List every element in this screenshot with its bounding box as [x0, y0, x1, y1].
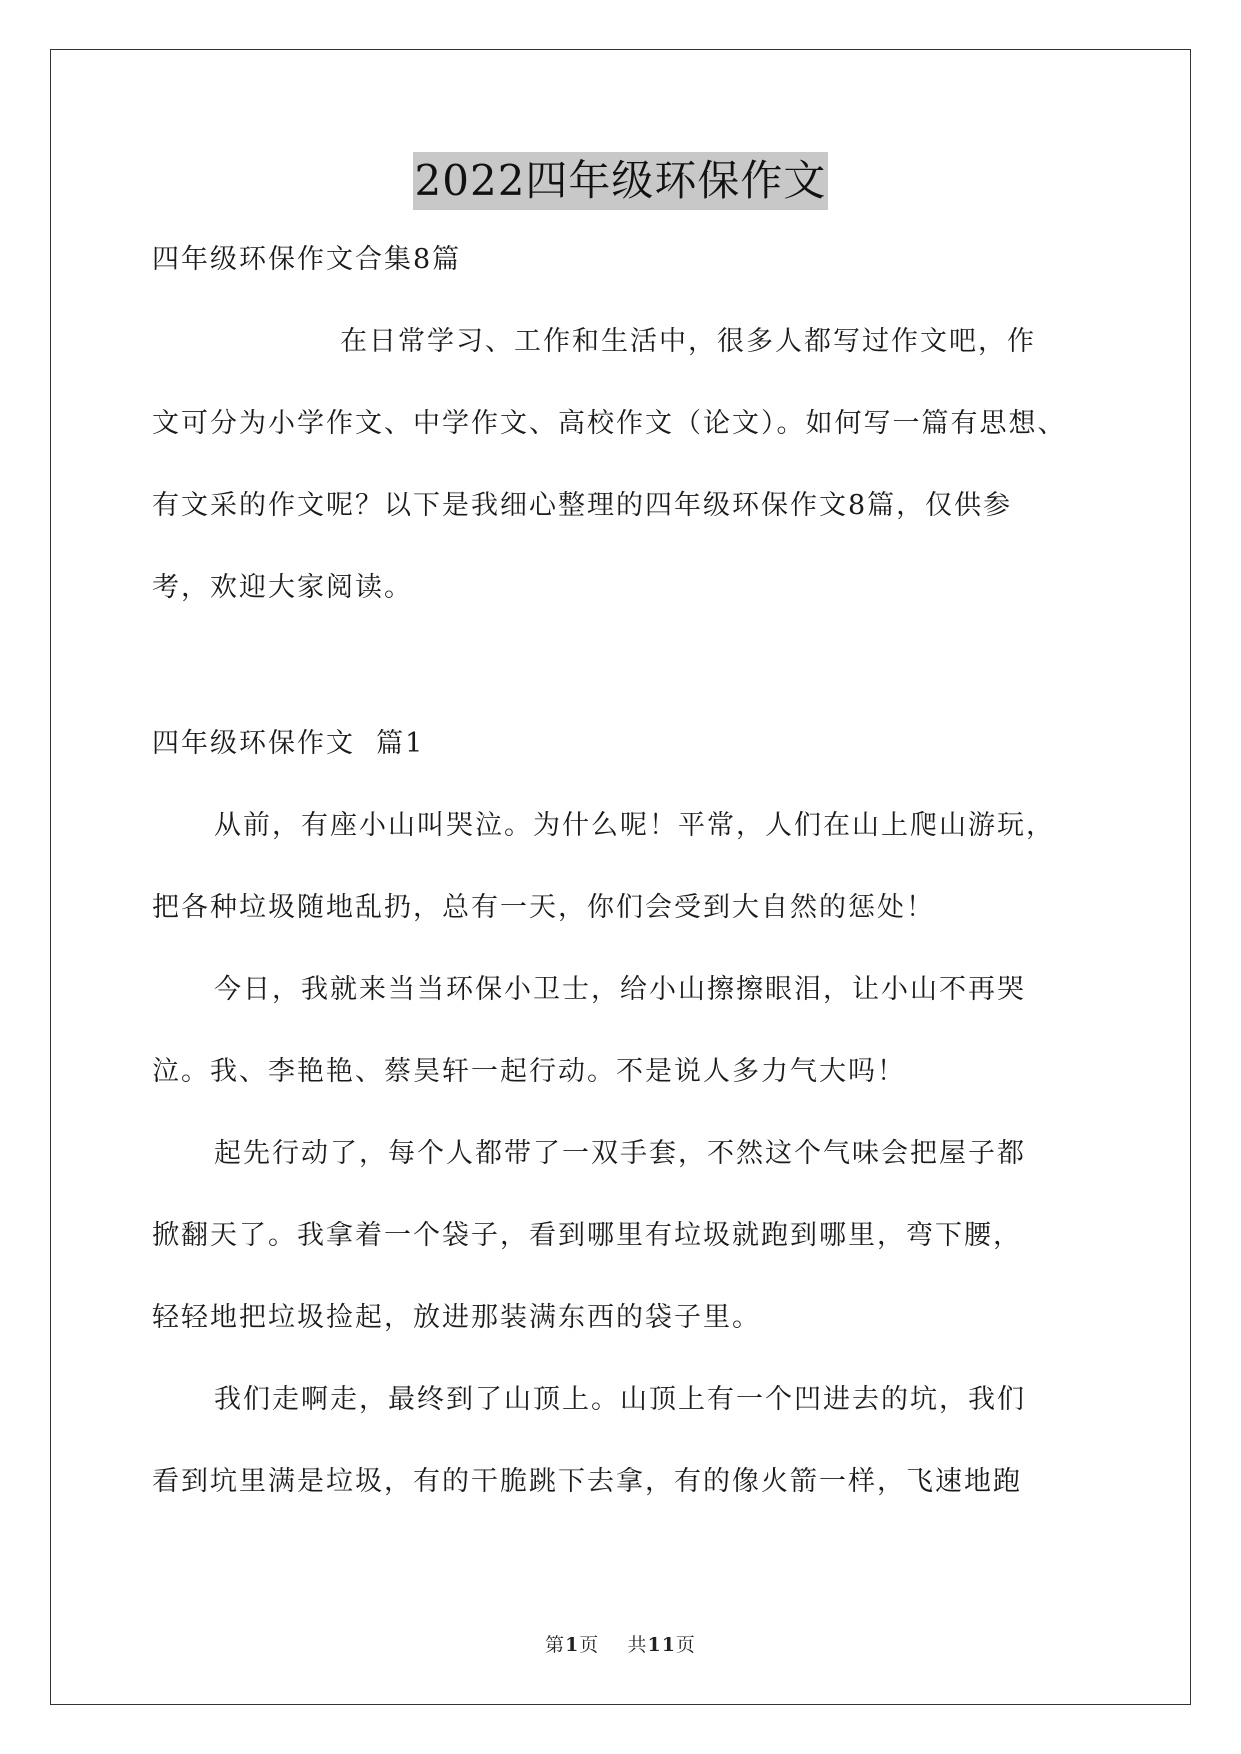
section-spacer [152, 648, 1092, 722]
paragraph-line: 从前，有座小山叫哭泣。为什么呢！平常，人们在山上爬山游玩， [214, 810, 1055, 841]
document-title: 2022四年级环保作文 [413, 152, 829, 210]
footer-page-current: 1 [565, 1634, 580, 1656]
footer-page-mid: 页 共 [579, 1634, 648, 1656]
paragraph-line: 今日，我就来当当环保小卫士，给小山擦擦眼泪，让小山不再哭 [214, 974, 1026, 1005]
title-wrapper [0, 152, 1241, 210]
page-footer [0, 1630, 1241, 1657]
document-body [152, 238, 1092, 1542]
paragraph-line: 起先行动了，每个人都带了一双手套，不然这个气味会把屋子都 [214, 1138, 1026, 1169]
intro-line: 文可分为小学作文、中学作文、高校作文（论文）。如何写一篇有思想、 [152, 408, 1067, 439]
footer-page-suffix: 页 [675, 1634, 696, 1656]
paragraph-line: 把各种垃圾随地乱扔，总有一天，你们会受到大自然的惩处！ [152, 892, 935, 923]
document-subtitle: 四年级环保作文合集8篇 [152, 244, 462, 275]
footer-page-total: 11 [647, 1634, 676, 1656]
paragraph-line: 泣。我、李艳艳、蔡昊轩一起行动。不是说人多力气大吗！ [152, 1056, 906, 1087]
intro-line: 在日常学习、工作和生活中，很多人都写过作文吧，作 [340, 326, 1036, 357]
section-heading: 四年级环保作文 篇1 [152, 728, 425, 759]
paragraph-line: 掀翻天了。我拿着一个袋子，看到哪里有垃圾就跑到哪里，弯下腰， [152, 1220, 1022, 1251]
paragraph-line: 看到坑里满是垃圾，有的干脆跳下去拿，有的像火箭一样，飞速地跑 [152, 1466, 1022, 1497]
intro-line: 考，欢迎大家阅读。 [152, 572, 413, 603]
intro-line: 有文采的作文呢？以下是我细心整理的四年级环保作文8篇，仅供参 [152, 490, 1013, 521]
paragraph-line: 我们走啊走，最终到了山顶上。山顶上有一个凹进去的坑，我们 [214, 1384, 1026, 1415]
footer-page-prefix: 第 [545, 1634, 566, 1656]
paragraph-line: 轻轻地把垃圾捡起，放进那装满东西的袋子里。 [152, 1302, 761, 1333]
